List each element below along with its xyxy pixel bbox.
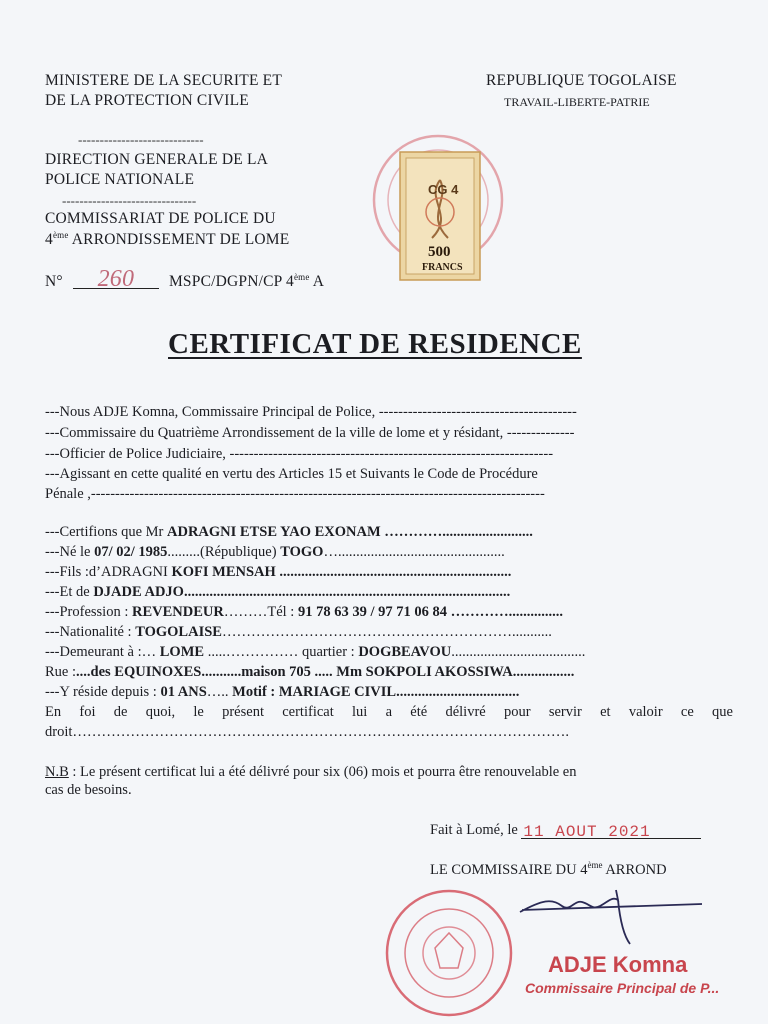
residence-duration: 01 ANS [160,684,207,700]
street-name: ....des EQUINOXES [76,664,202,680]
nb-label: N.B [45,764,69,780]
official-seal [380,888,518,1018]
nb-note: N.B : Le présent certificat lui a été délivré pour six (06) mois et pourra être renouvelable en [45,764,577,780]
field-nationality: ---Nationalité : TOGOLAISE……………………………………………………........... [45,624,552,640]
republic-motto: TRAVAIL-LIBERTE-PATRIE [504,95,650,109]
residence-district: DOGBEAVOU [358,644,452,660]
stamp-code: CG 4 [428,182,459,197]
body-line: Pénale ,---------------------------------------------------------------------------------------------- [45,486,545,502]
field-certify: ---Certifions que Mr ADRAGNI ETSE YAO EXONAM …………......................... [45,524,533,540]
direction-line2: POLICE NATIONALE [45,171,195,188]
field-residence: ---Demeurant à :… LOME .....…………… quartier : DOGBEAVOU..................................... [45,644,586,660]
person-name: ADRAGNI ETSE YAO EXONAM [167,524,381,540]
house-number: 705 [289,664,311,680]
document-title: CERTIFICAT DE RESIDENCE [168,328,582,360]
closing-line1: En foi de quoi, le présent certificat lui a été délivré pour servir et valoir ce que [45,704,733,720]
stamp-value: 500 [428,244,451,260]
commissioner-name-stamp: ADJE Komna [548,952,688,977]
field-birth: ---Né le 07/ 02/ 1985.........(République) TOGO….............................................. [45,544,505,560]
separator-dashes: ----------------------------- [78,132,204,147]
handwritten-number: 260 [73,270,159,289]
commissariat-line1: COMMISSARIAT DE POLICE DU [45,210,276,227]
residence-motive: MARIAGE CIVIL [278,684,397,700]
date-field [521,822,701,839]
birth-date: 07/ 02/ 1985 [94,544,168,560]
signature-icon [512,880,712,950]
date-stamp: 11 AOUT 2021 [523,823,651,841]
field-father: ---Fils :d’ADRAGNI KOFI MENSAH ................................................................ [45,564,512,580]
commissioner-role-stamp: Commissaire Principal de P... [525,980,720,996]
nationality: TOGOLAISE [135,624,222,640]
ministry-line1: MINISTERE DE LA SECURITE ET [45,72,283,89]
nb-note-line2: cas de besoins. [45,782,132,798]
body-line: ---Nous ADJE Komna, Commissaire Principal de Police, ----------------------------------------- [45,404,577,420]
residence-city: LOME [159,644,205,660]
direction-line1: DIRECTION GENERALE DE LA [45,151,269,168]
field-since: ---Y réside depuis : 01 ANS….. Motif : MARIAGE CIVIL.................................. [45,684,520,700]
commissariat-line2: 4ème ARRONDISSEMENT DE LOME [45,230,290,248]
mother-name: DJADE ADJO [93,584,184,600]
fiscal-stamp-area [370,120,510,295]
birth-country: TOGO [280,544,324,560]
landlord-name: SOKPOLI AKOSSIWA [365,664,513,680]
commissioner-title: LE COMMISSAIRE DU 4ème ARROND [430,860,667,878]
body-line: ---Agissant en cette qualité en vertu des Articles 15 et Suivants le Code de Procédure [45,466,538,482]
body-line: ---Commissaire du Quatrième Arrondissement de la ville de lome et y résidant, -------------- [45,425,575,441]
reference-number: N° 260 MSPC/DGPN/CP 4ème A [45,266,325,292]
profession: REVENDEUR [132,604,224,620]
stamp-unit: FRANCS [422,262,463,273]
field-mother: ---Et de DJADE ADJO.......................................................................................... [45,584,511,600]
official-seal-icon [380,888,518,1018]
ministry-line2: DE LA PROTECTION CIVILE [45,92,249,109]
father-name: KOFI MENSAH [171,564,276,580]
field-street: Rue :....des EQUINOXES...........maison 705 ..... Mm SOKPOLI AKOSSIWA................. [45,664,575,680]
closing-line2: droit…………………………………………………………………………………………. [45,724,570,740]
field-profession: ---Profession : REVENDEUR………Tél : 91 78 63 39 / 97 71 06 84 …………............... [45,604,563,620]
number-prefix: N° [45,273,63,290]
phone-number: 91 78 63 39 / 97 71 06 84 [297,604,447,620]
separator-dashes: ------------------------------- [62,193,197,208]
body-line: ---Officier de Police Judiciaire, ------------------------------------------------------------------- [45,446,554,462]
republic-name: REPUBLIQUE TOGOLAISE [486,72,677,89]
place-date: Fait à Lomé, le 11 AOUT 2021 [430,822,701,839]
